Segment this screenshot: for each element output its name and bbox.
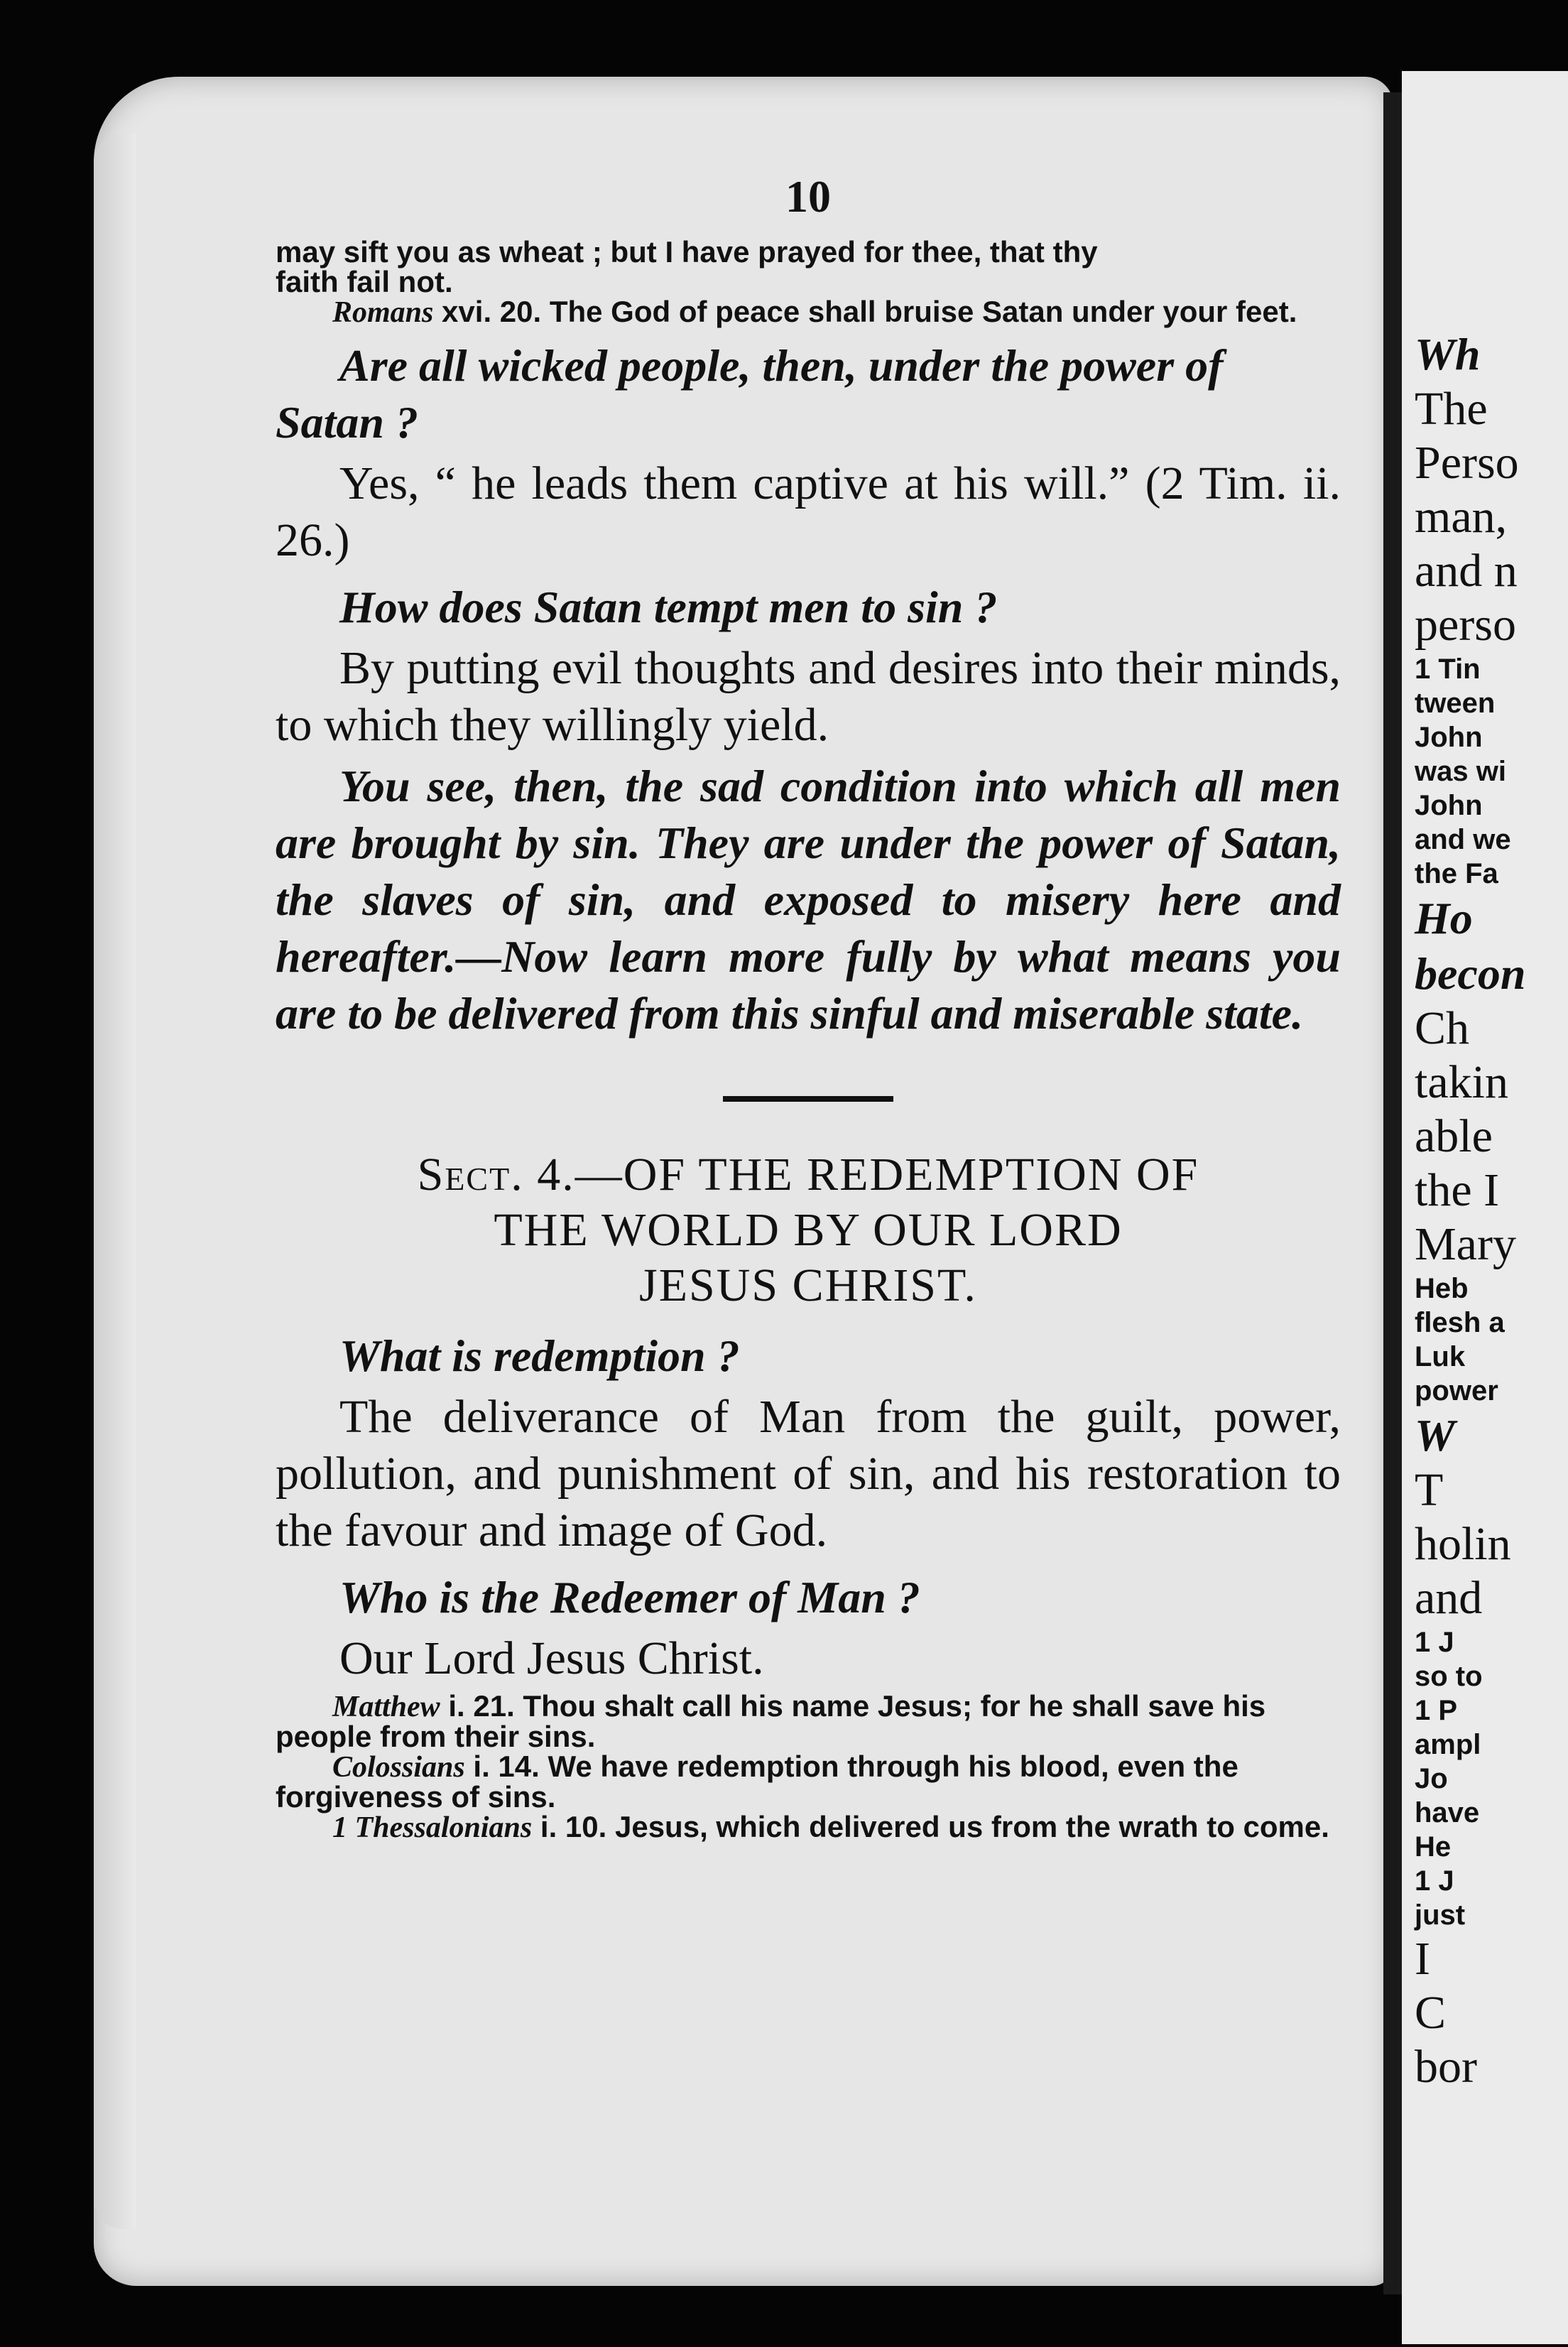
scripture-line: faith fail not. [276,265,453,298]
right-line: holin [1415,1518,1511,1570]
right-line: Ch [1415,1002,1470,1054]
answer: By putting evil thoughts and desires into their minds, to which they willingly yield. [276,642,1341,751]
right-line: He [1415,1831,1452,1863]
book-name: Colossians [332,1751,465,1784]
section-title-line: —OF THE REDEMPTION OF [575,1149,1199,1200]
question: Are all wicked people, then, under the power of Satan ? [276,340,1224,448]
right-line: the Fa [1415,858,1498,889]
right-line: C [1415,1987,1447,2039]
scripture-reference [276,1691,1341,1752]
book-name: Matthew [332,1691,440,1723]
book-gutter [1383,92,1402,2294]
scripture-continuation [276,237,1341,297]
right-line: was wi [1415,756,1506,787]
right-line: Heb [1415,1273,1469,1304]
scripture-line: may sift you as wheat ; but I have prayed for thee, that thy [276,235,1098,269]
right-line: Perso [1415,437,1519,489]
right-line: Mary [1415,1218,1516,1270]
section-divider [723,1096,893,1102]
scripture-reference [276,297,1341,327]
right-line: Luk [1415,1341,1466,1372]
conclusion-paragraph: You see, then, the sad condition into which all men are brought by sin. They are under the power of Satan, the slaves of sin, and exposed to misery here and hereafter.—Now learn more fully by what means you are to be delivered from this sinful and miserable state. [276,761,1341,1039]
right-line: Ho [1415,893,1473,943]
answer: Our Lord Jesus Christ. [339,1632,764,1684]
right-line: the I [1415,1164,1500,1216]
right-line: and we [1415,824,1511,855]
right-line: just [1415,1899,1466,1931]
book-name: Romans [332,296,434,329]
right-page [1402,71,1568,2344]
section-heading [276,1147,1341,1313]
answer: Yes, “ he leads them captive at his will.” (2 Tim. ii. 26.) [276,457,1341,566]
right-line: T [1415,1464,1444,1516]
right-line: 1 J [1415,1627,1454,1658]
right-line: so to [1415,1661,1483,1692]
right-line: bor [1415,2041,1477,2093]
right-line: 1 P [1415,1695,1458,1726]
question: What is redemption ? [339,1330,740,1381]
right-line: flesh a [1415,1307,1505,1338]
right-line: power [1415,1375,1498,1406]
answer: The deliverance of Man from the guilt, power, pollution, and punishment of sin, and his restoration to the favour and image of God. [276,1391,1341,1556]
page-content [276,170,1341,1843]
right-line: Wh [1415,329,1481,379]
right-line: 1 Tin [1415,654,1481,685]
page-number: 10 [785,171,831,222]
right-line: ampl [1415,1729,1481,1760]
question: How does Satan tempt men to sin ? [339,582,998,632]
section-title-line: JESUS CHRIST. [639,1259,977,1311]
question: Who is the Redeemer of Man ? [339,1572,920,1622]
right-line: becon [1415,948,1526,999]
right-line: W [1415,1410,1455,1460]
right-line: man, [1415,491,1508,543]
right-line: and n [1415,545,1518,597]
right-line: The [1415,383,1488,435]
book-name: 1 Thessalonians [332,1811,533,1844]
scripture-reference [276,1752,1341,1812]
right-line: perso [1415,599,1516,651]
right-line: takin [1415,1056,1508,1108]
section-title-line: THE WORLD BY OUR LORD [494,1204,1123,1256]
right-line: able [1415,1110,1493,1162]
right-line: 1 J [1415,1865,1454,1897]
right-line: tween [1415,688,1496,719]
right-line: John [1415,722,1483,753]
scripture-reference [276,1812,1341,1843]
section-label: Sect. 4. [417,1149,575,1200]
right-line: and [1415,1572,1483,1624]
right-line: Jo [1415,1763,1448,1794]
right-line: John [1415,790,1483,821]
right-page-text [1415,284,1568,2094]
reference-text: xvi. 20. The God of peace shall bruise Satan under your feet. [433,295,1297,328]
right-line: I [1415,1933,1430,1985]
right-line: have [1415,1797,1480,1828]
reference-text: i. 14. We have redemption through his blood, even the forgiveness of sins. [276,1750,1238,1814]
reference-text: i. 21. Thou shalt call his name Jesus; for he shall save his people from their sins. [276,1689,1266,1753]
reference-text: i. 10. Jesus, which delivered us from the wrath to come. [532,1810,1329,1843]
